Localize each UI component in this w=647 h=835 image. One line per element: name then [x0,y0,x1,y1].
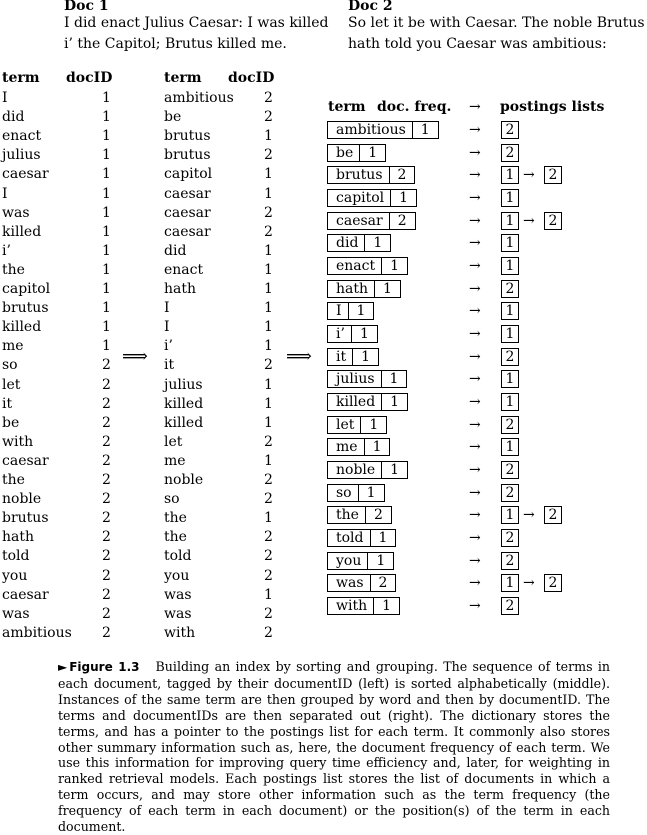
middle-docid-cell: 1 [264,376,273,393]
pointer-arrow-icon: → [469,122,481,138]
pointer-arrow-icon: → [469,167,481,184]
postings-link-arrow-icon: → [523,167,535,184]
dictionary-entry [327,529,396,547]
doc1-line2: i’ the Capitol; Brutus killed me. [64,36,287,52]
left-docid-cell: 2 [102,395,111,412]
left-term-cell: i’ [2,242,11,259]
middle-to-right-arrow-icon: ⟹ [286,346,312,367]
left-term-cell: you [2,567,28,584]
document-frequency: 1 [374,281,400,297]
posting-docid: 2 [544,574,562,592]
posting-docid: 1 [501,506,519,524]
middle-term-cell: the [164,529,187,546]
middle-term-cell: noble [164,472,204,488]
pointer-arrow-icon: → [469,144,481,161]
left-term-cell: was [2,204,30,221]
middle-docid-cell: 2 [264,472,273,488]
left-docid-cell: 1 [102,166,111,183]
document-frequency: 2 [389,213,415,229]
left-term-cell: it [2,395,13,412]
doc1-title: Doc 1 [64,0,109,14]
left-term-cell: enact [2,128,42,145]
left-docid-cell: 1 [102,281,111,297]
pointer-arrow-icon: → [469,280,481,297]
left-term-cell: killed [2,319,42,336]
left-term-cell: brutus [2,300,49,317]
middle-term-cell: was [164,605,192,622]
posting-docid: 2 [501,597,519,615]
right-header-docfreq: doc. freq. [377,99,452,115]
pointer-arrow-icon: → [469,416,481,433]
document-frequency: 1 [348,303,374,319]
middle-docid-cell: 2 [264,567,273,584]
dictionary-term: capitol [336,190,385,206]
left-docid-cell: 2 [102,452,111,469]
posting-docid: 1 [501,393,519,411]
dictionary-entry [327,302,374,320]
middle-docid-cell: 2 [264,204,273,221]
left-docid-cell: 2 [102,624,111,641]
middle-docid-cell: 1 [264,166,273,183]
left-term-cell: ambitious [2,624,72,641]
middle-term-cell: I [164,300,170,317]
posting-docid: 2 [501,484,519,502]
middle-term-cell: so [164,491,180,508]
left-term-cell: let [2,376,21,393]
posting-docid: 2 [501,348,519,366]
left-docid-cell: 2 [102,472,111,488]
dictionary-entry [327,257,408,275]
dictionary-entry [327,280,401,298]
pointer-arrow-icon: → [469,530,481,547]
document-frequency: 1 [373,598,399,614]
document-frequency: 1 [352,349,378,365]
left-docid-cell: 2 [102,510,111,527]
dictionary-term: brutus [336,167,383,184]
posting-docid: 2 [501,461,519,479]
document-frequency: 1 [381,462,407,478]
posting-docid: 1 [501,189,519,207]
dictionary-term: was [336,575,364,592]
left-term-cell: hath [2,529,35,546]
posting-docid: 1 [501,325,519,343]
dictionary-entry [327,461,408,479]
left-docid-cell: 1 [102,223,111,240]
pointer-arrow-icon: → [469,598,481,615]
left-term-cell: caesar [2,166,49,183]
document-frequency: 1 [412,122,438,138]
dictionary-term: it [336,348,347,365]
middle-docid-cell: 2 [264,109,273,126]
dictionary-entry [327,574,396,592]
left-term-cell: told [2,548,30,565]
middle-docid-cell: 2 [264,433,273,450]
dictionary-term: hath [336,280,369,297]
left-docid-cell: 1 [102,90,111,106]
left-docid-cell: 1 [102,319,111,336]
dictionary-term: did [336,235,359,252]
middle-term-cell: julius [164,376,203,393]
document-frequency: 1 [360,417,386,433]
left-docid-cell: 1 [102,204,111,221]
middle-term-cell: brutus [164,128,211,145]
middle-docid-cell: 1 [264,586,273,603]
caption-label: Figure 1.3 [69,660,140,674]
middle-docid-cell: 2 [264,90,273,106]
middle-docid-cell: 1 [264,395,273,412]
left-term-cell: with [2,433,34,450]
middle-term-cell: let [164,433,183,450]
postings-link-arrow-icon: → [523,575,535,592]
dictionary-term: ambitious [336,122,406,138]
middle-header-docid: docID [228,70,275,86]
middle-term-cell: brutus [164,147,211,164]
dictionary-entry [327,597,400,615]
left-docid-cell: 1 [102,147,111,164]
document-frequency: 1 [390,190,416,206]
figure-caption [58,659,610,835]
dictionary-entry [327,234,391,252]
pointer-arrow-icon: → [469,462,481,479]
caption-marker-icon: ► [58,660,68,674]
pointer-arrow-icon: → [469,484,481,501]
middle-term-cell: did [164,242,187,259]
left-docid-cell: 1 [102,242,111,259]
posting-docid: 1 [501,166,519,184]
middle-docid-cell: 1 [264,414,273,431]
middle-term-cell: caesar [164,204,211,221]
left-docid-cell: 1 [102,128,111,145]
document-frequency: 1 [381,371,407,387]
dictionary-term: so [336,484,352,501]
middle-term-cell: me [164,452,186,469]
posting-docid: 2 [501,144,519,162]
middle-term-cell: killed [164,414,204,431]
dictionary-entry [327,506,392,524]
posting-docid: 1 [501,574,519,592]
left-docid-cell: 2 [102,414,111,431]
middle-docid-cell: 1 [264,319,273,336]
left-to-middle-arrow-icon: ⟹ [122,346,148,367]
middle-docid-cell: 2 [264,605,273,622]
document-frequency: 1 [381,258,407,274]
dictionary-entry [327,348,379,366]
left-term-cell: I [2,90,8,106]
middle-docid-cell: 2 [264,357,273,374]
middle-docid-cell: 2 [264,491,273,508]
pointer-arrow-icon: → [469,552,481,569]
posting-docid: 1 [501,234,519,252]
document-frequency: 1 [364,235,390,251]
posting-docid: 2 [544,506,562,524]
dictionary-term: julius [336,371,375,388]
middle-term-cell: was [164,586,192,603]
dictionary-entry [327,189,417,207]
dictionary-entry [327,552,394,570]
dictionary-term: noble [336,462,376,479]
middle-term-cell: capitol [164,166,213,183]
dictionary-term: I [336,303,342,320]
left-docid-cell: 2 [102,491,111,508]
doc1-line1: I did enact Julius Caesar: I was killed [64,15,329,31]
document-frequency: 2 [370,575,396,591]
dictionary-term: killed [336,394,376,411]
pointer-arrow-icon: → [469,507,481,524]
left-docid-cell: 2 [102,586,111,603]
middle-term-cell: I [164,319,170,336]
pointer-arrow-icon: → [469,235,481,252]
dictionary-term: let [336,416,355,433]
posting-docid: 2 [544,212,562,230]
right-header-term: term [328,99,366,115]
pointer-arrow-icon: → [469,212,481,229]
dictionary-entry [327,484,385,502]
middle-docid-cell: 2 [264,529,273,546]
middle-docid-cell: 2 [264,624,273,641]
document-frequency: 1 [351,326,377,342]
document-frequency: 1 [359,145,385,161]
middle-docid-cell: 1 [264,281,273,297]
left-docid-cell: 1 [102,300,111,317]
dictionary-term: me [336,439,358,456]
document-frequency: 1 [364,439,390,455]
middle-term-cell: i’ [164,338,173,355]
middle-docid-cell: 1 [264,452,273,469]
left-docid-cell: 2 [102,529,111,546]
middle-docid-cell: 2 [264,223,273,240]
posting-docid: 1 [501,438,519,456]
dictionary-entry [327,166,415,184]
left-header-docid: docID [66,70,113,86]
dictionary-term: you [336,552,362,569]
dictionary-term: enact [336,258,376,275]
document-frequency: 1 [367,553,393,569]
document-frequency: 2 [365,507,391,523]
dictionary-term: caesar [336,212,383,229]
left-docid-cell: 1 [102,338,111,355]
pointer-arrow-icon: → [469,575,481,592]
left-docid-cell: 1 [102,261,111,278]
left-term-cell: so [2,357,18,374]
middle-term-cell: with [164,624,196,641]
pointer-arrow-icon: → [469,348,481,365]
middle-term-cell: hath [164,281,197,297]
posting-docid: 1 [501,370,519,388]
dictionary-entry [327,438,390,456]
middle-term-cell: killed [164,395,204,412]
pointer-arrow-icon: → [469,303,481,320]
pointer-arrow-icon: → [469,371,481,388]
middle-term-cell: you [164,567,190,584]
left-docid-cell: 2 [102,605,111,622]
middle-term-cell: it [164,357,175,374]
document-frequency: 1 [370,530,396,546]
left-docid-cell: 1 [102,109,111,126]
left-term-cell: was [2,605,30,622]
postings-link-arrow-icon: → [523,507,535,524]
pointer-arrow-icon: → [469,190,481,206]
middle-term-cell: caesar [164,185,211,202]
dictionary-entry [327,121,439,139]
dictionary-entry [327,370,407,388]
left-term-cell: did [2,109,25,126]
doc2-line2: hath told you Caesar was ambitious: [348,36,607,52]
postings-link-arrow-icon: → [523,212,535,229]
middle-term-cell: be [164,109,182,126]
right-header-arrow-icon: → [469,99,481,115]
left-term-cell: me [2,338,24,355]
left-docid-cell: 2 [102,433,111,450]
posting-docid: 1 [501,212,519,230]
middle-docid-cell: 2 [264,548,273,565]
middle-docid-cell: 1 [264,128,273,145]
left-header-term: term [2,70,40,86]
dictionary-entry [327,416,387,434]
pointer-arrow-icon: → [469,394,481,411]
left-term-cell: the [2,472,25,488]
posting-docid: 2 [501,529,519,547]
posting-docid: 2 [501,121,519,139]
left-term-cell: the [2,261,25,278]
dictionary-term: i’ [336,326,345,343]
middle-docid-cell: 1 [264,300,273,317]
dictionary-term: the [336,507,359,524]
middle-term-cell: caesar [164,223,211,240]
doc2-title: Doc 2 [348,0,393,14]
left-term-cell: I [2,185,8,202]
document-frequency: 1 [358,485,384,501]
left-term-cell: caesar [2,452,49,469]
caption-text: Building an index by sorting and grouping. The sequence of terms in each document, tagged by their documentID (left) is sorted alphabetically (middle). Instances of the same term are then grouped by word and then by documentID. The terms and documentIDs are then separated out (right). The dictionary stores the terms, and has a pointer to the postings list for each term. It commonly also stores other summary information such as, here, the document frequency of each term. We use this information for improving query time efficiency and, later, for weighting in ranked retrieval models. Each postings list stores the list of documents in which a term occurs, and may store other information such as the term frequency (the frequency of each term in each document) or the position(s) of the term in each document. [58,659,611,835]
left-term-cell: killed [2,223,42,240]
dictionary-term: with [336,598,368,615]
posting-docid: 2 [501,552,519,570]
dictionary-entry [327,393,408,411]
left-term-cell: julius [2,147,41,164]
dictionary-entry [327,144,386,162]
middle-term-cell: ambitious [164,90,234,106]
left-term-cell: caesar [2,586,49,603]
posting-docid: 1 [501,302,519,320]
left-term-cell: be [2,414,20,431]
left-term-cell: brutus [2,510,49,527]
left-docid-cell: 2 [102,548,111,565]
posting-docid: 2 [501,280,519,298]
doc2-line1: So let it be with Caesar. The noble Brutus [348,15,645,31]
document-frequency: 1 [381,394,407,410]
middle-docid-cell: 1 [264,338,273,355]
left-docid-cell: 1 [102,185,111,202]
left-docid-cell: 2 [102,376,111,393]
middle-term-cell: enact [164,261,204,278]
middle-docid-cell: 2 [264,147,273,164]
middle-docid-cell: 1 [264,261,273,278]
posting-docid: 1 [501,257,519,275]
middle-docid-cell: 1 [264,242,273,259]
posting-docid: 2 [544,166,562,184]
dictionary-entry [327,212,416,230]
document-frequency: 2 [389,167,415,183]
pointer-arrow-icon: → [469,258,481,275]
dictionary-term: told [336,530,364,547]
middle-term-cell: told [164,548,192,565]
dictionary-entry [327,325,378,343]
left-term-cell: capitol [2,281,51,297]
middle-header-term: term [164,70,202,86]
pointer-arrow-icon: → [469,439,481,456]
pointer-arrow-icon: → [469,326,481,343]
dictionary-term: be [336,144,354,161]
posting-docid: 2 [501,416,519,434]
right-header-postings: postings lists [500,99,605,115]
middle-docid-cell: 1 [264,510,273,527]
left-docid-cell: 2 [102,567,111,584]
middle-docid-cell: 1 [264,185,273,202]
left-docid-cell: 2 [102,357,111,374]
middle-term-cell: the [164,510,187,527]
left-term-cell: noble [2,491,42,508]
